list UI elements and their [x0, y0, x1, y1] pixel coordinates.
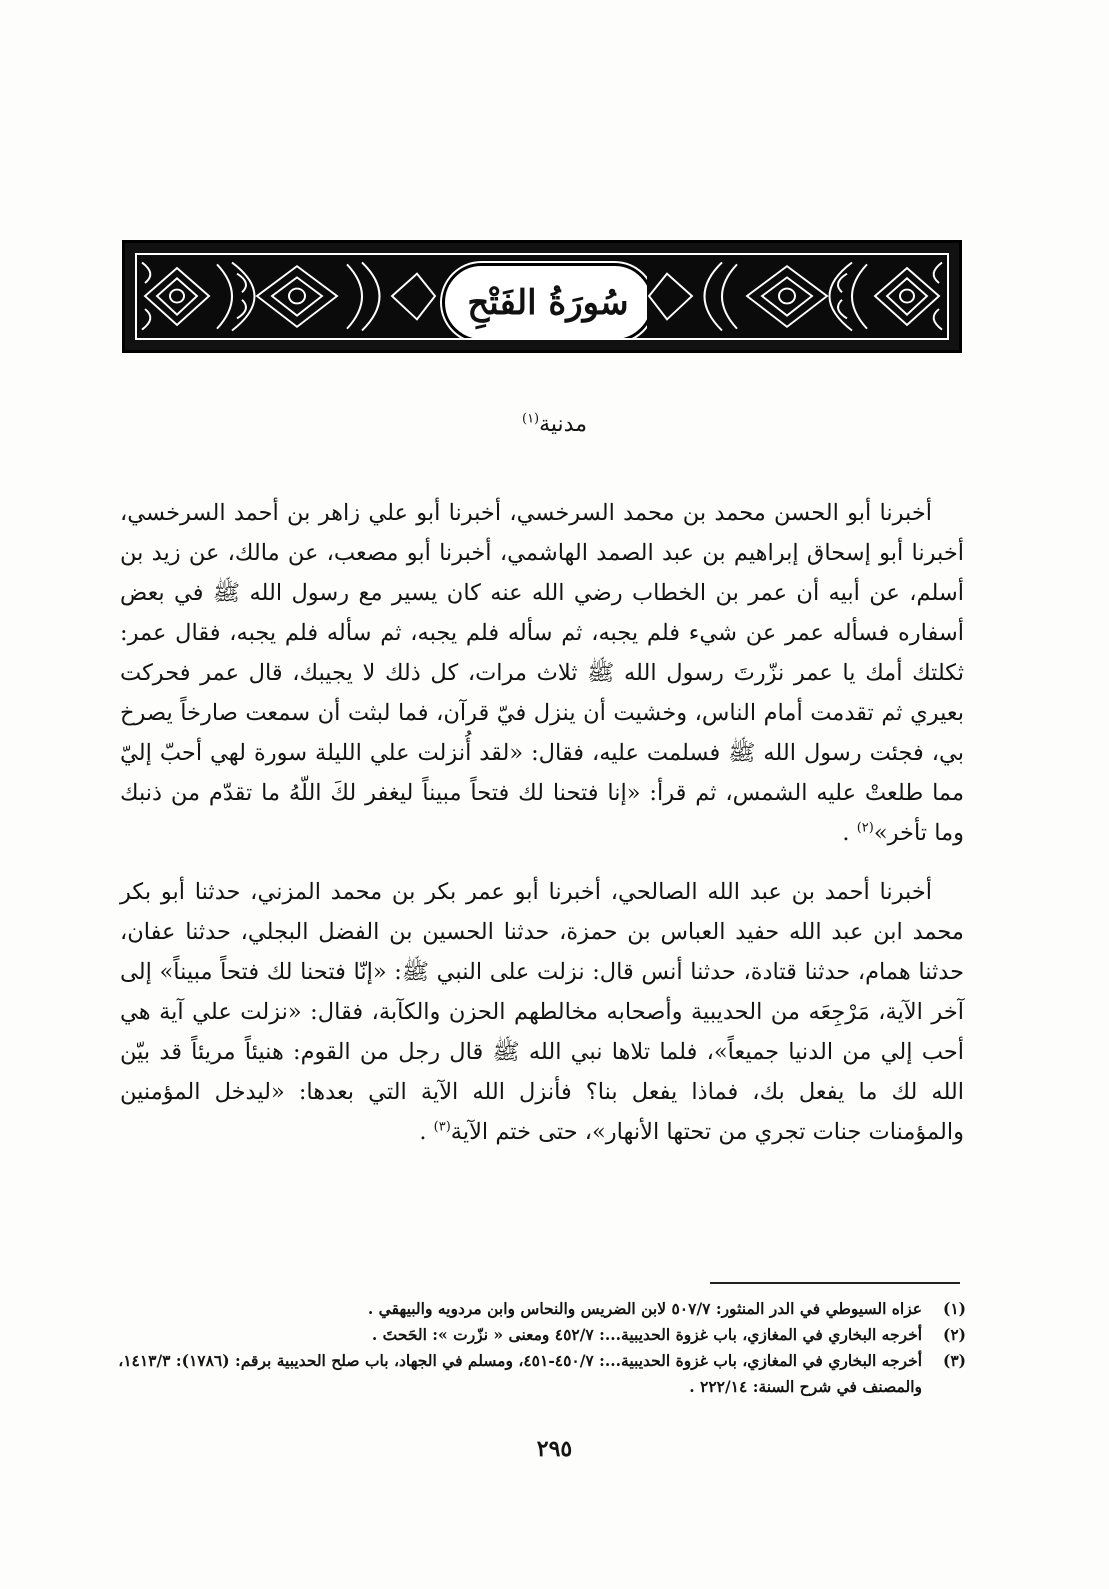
- footnote-number: (٣): [942, 1351, 966, 1370]
- surah-header-banner: [122, 240, 962, 353]
- footnote-ref: (١): [521, 411, 540, 427]
- hadith-paragraph-2: [120, 872, 964, 1152]
- hadith-paragraph-1: [120, 493, 964, 853]
- footnote-item: [118, 1322, 966, 1348]
- paragraph-text: أخبرنا أبو الحسن محمد بن محمد السرخسي، أخبرنا أبو علي زاهر بن أحمد السرخسي، أخبرنا أبو إسحاق إبراهيم بن عبد الصمد الهاشمي، أخبرنا أبو مصعب، عن مالك، عن زيد بن أسلم، عن أبيه أن عمر بن الخطاب رضي الله عنه كان يسير مع رسول الله ﷺ في بعض أسفاره فسأله عمر عن شيء فلم يجبه، ثم سأله فلم يجبه، ثم سأله فلم يجبه، فقال عمر: ثكلتك أمك يا عمر نزّرتَ رسول الله ﷺ ثلاث مرات، كل ذلك لا يجيبك، قال عمر فحركت بعيري ثم تقدمت أمام الناس، وخشيت أن ينزل فيّ قرآن، فما لبثت أن سمعت صارخاً يصرخ بي، فجئت رسول الله ﷺ فسلمت عليه، فقال: «لقد أُنزلت علي الليلة سورة لهي أحبّ إليّ مما طلعتْ عليه الشمس، ثم قرأ: «إنا فتحنا لك فتحاً مبيناً ليغفر لكَ اللّهُ ما تقدّم من ذنبك وما تأخر»: [120, 500, 964, 846]
- footnote-text: عزاه السيوطي في الدر المنثور: ٥٠٧/٧ لابن الضريس والنحاس وابن مردويه والبيهقي .: [367, 1299, 922, 1318]
- footnote-text: أخرجه البخاري في المغازي، باب غزوة الحديبية...: ٤٥٢/٧ ومعنى « نزّرت »: الحَحتَ .: [371, 1325, 922, 1344]
- revelation-type-label: [0, 412, 1109, 437]
- paragraph-text: أخبرنا أحمد بن عبد الله الصالحي، أخبرنا أبو عمر بكر بن محمد المزني، حدثنا أبو بكر محمد ابن عبد الله حفيد العباس بن حمزة، حدثنا الحسين بن الفضل البجلي، حدثنا عفان، حدثنا همام، حدثنا قتادة، حدثنا أنس قال: نزلت على النبي ﷺ: «إنّا فتحنا لك فتحاً مبيناً» إلى آخر الآية، مَرْجِعَه من الحديبية وأصحابه مخالطهم الحزن والكآبة، فقال: «نزلت علي آية هي أحب إلي من الدنيا جميعاً»، فلما تلاها نبي الله ﷺ قال رجل من القوم: هنيئاً مريئاً قد بيّن الله لك ما يفعل بك، فماذا يفعل بنا؟ فأنزل الله الآية التي بعدها: «ليدخل المؤمنين والمؤمنات جنات تجري من تحتها الأنهار»، حتى ختم الآية: [120, 879, 964, 1145]
- page-number: ٢٩٥: [536, 1436, 573, 1462]
- madaniya-text: مدنية: [539, 412, 588, 437]
- footnote-ref: (٢): [856, 820, 874, 836]
- surah-title: سُورَةُ الفَتْحِ: [467, 282, 629, 323]
- surah-title-cartouche: [442, 263, 654, 340]
- paragraph-tail: .: [419, 1119, 434, 1145]
- footnote-ref: (٣): [433, 1119, 451, 1135]
- arabesque-ornament-left-icon: [137, 255, 437, 338]
- footnote-item: [118, 1296, 966, 1322]
- arabesque-ornament-right-icon: [647, 255, 947, 338]
- footnote-item: [118, 1348, 966, 1400]
- footnotes: [118, 1296, 966, 1400]
- paragraph-tail: .: [842, 820, 857, 846]
- footnote-number: (٢): [942, 1325, 966, 1344]
- footnote-number: (١): [942, 1299, 966, 1318]
- footnote-divider: [710, 1282, 960, 1284]
- footnote-text: أخرجه البخاري في المغازي، باب غزوة الحديبية...: ٤٥٠/٧-٤٥١، ومسلم في الجهاد، باب صلح الحديبية برقم: (١٧٨٦): ١٤١٣/٣، والمصنف في شرح السنة: ٢٢٢/١٤ .: [118, 1351, 922, 1396]
